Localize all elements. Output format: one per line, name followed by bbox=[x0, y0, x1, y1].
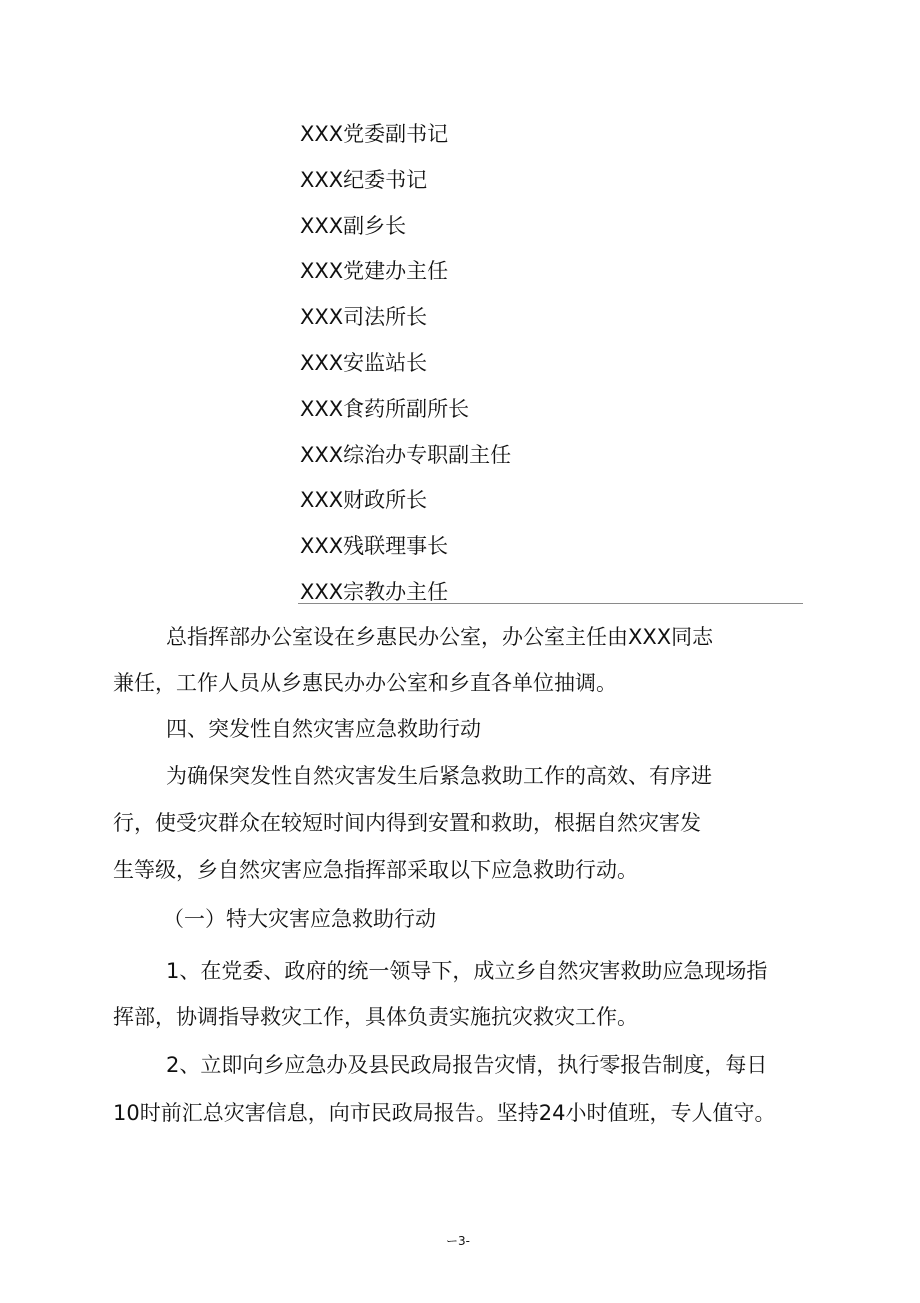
paragraph-purpose-line-2: 行，使受灾群众在较短时间内得到安置和救助，根据自然灾害发 bbox=[113, 811, 701, 835]
section-heading-four: 四、突发性自然灾害应急救助行动 bbox=[166, 717, 481, 741]
member-item: XXX副乡长 bbox=[300, 213, 407, 238]
paragraph-purpose-line-3: 生等级，乡自然灾害应急指挥部采取以下应急救助行动。 bbox=[113, 858, 638, 882]
member-list bbox=[300, 112, 511, 616]
item-2-line-2: 10时前汇总灾害信息，向市民政局报告。坚持24小时值班，专人值守。 bbox=[113, 1101, 776, 1125]
item-1-line-2: 挥部，协调指导救灾工作，具体负责实施抗灾救灾工作。 bbox=[113, 1005, 638, 1029]
paragraph-office-line-2: 兼任，工作人员从乡惠民办办公室和乡直各单位抽调。 bbox=[113, 671, 617, 695]
member-item: XXX综治办专职副主任 bbox=[300, 442, 512, 467]
list-underline-rule bbox=[298, 603, 803, 604]
item-2-line-1: 2、立即向乡应急办及县民政局报告灾情，执行零报告制度，每日 bbox=[166, 1053, 768, 1077]
member-item: XXX党委副书记 bbox=[300, 122, 449, 146]
page-number: ー3- bbox=[446, 1234, 470, 1248]
member-item: XXX残联理事长 bbox=[300, 534, 449, 559]
member-item: XXX纪委书记 bbox=[300, 167, 428, 192]
member-item: XXX司法所长 bbox=[300, 305, 428, 330]
member-item: XXX宗教办主任 bbox=[300, 579, 449, 604]
paragraph-office-line-1: 总指挥部办公室设在乡惠民办公室，办公室主任由XXX同志 bbox=[166, 625, 714, 649]
member-item: XXX财政所长 bbox=[300, 488, 428, 513]
item-1-line-1: 1、在党委、政府的统一领导下，成立乡自然灾害救助应急现场指 bbox=[166, 959, 768, 983]
member-item: XXX安监站长 bbox=[300, 350, 428, 375]
member-item: XXX食药所副所长 bbox=[300, 396, 470, 421]
paragraph-purpose-line-1: 为确保突发性自然灾害发生后紧急救助工作的高效、有序进 bbox=[166, 764, 712, 788]
subsection-heading-one: （一）特大灾害应急救助行动 bbox=[163, 907, 436, 931]
member-item: XXX党建办主任 bbox=[300, 259, 449, 284]
